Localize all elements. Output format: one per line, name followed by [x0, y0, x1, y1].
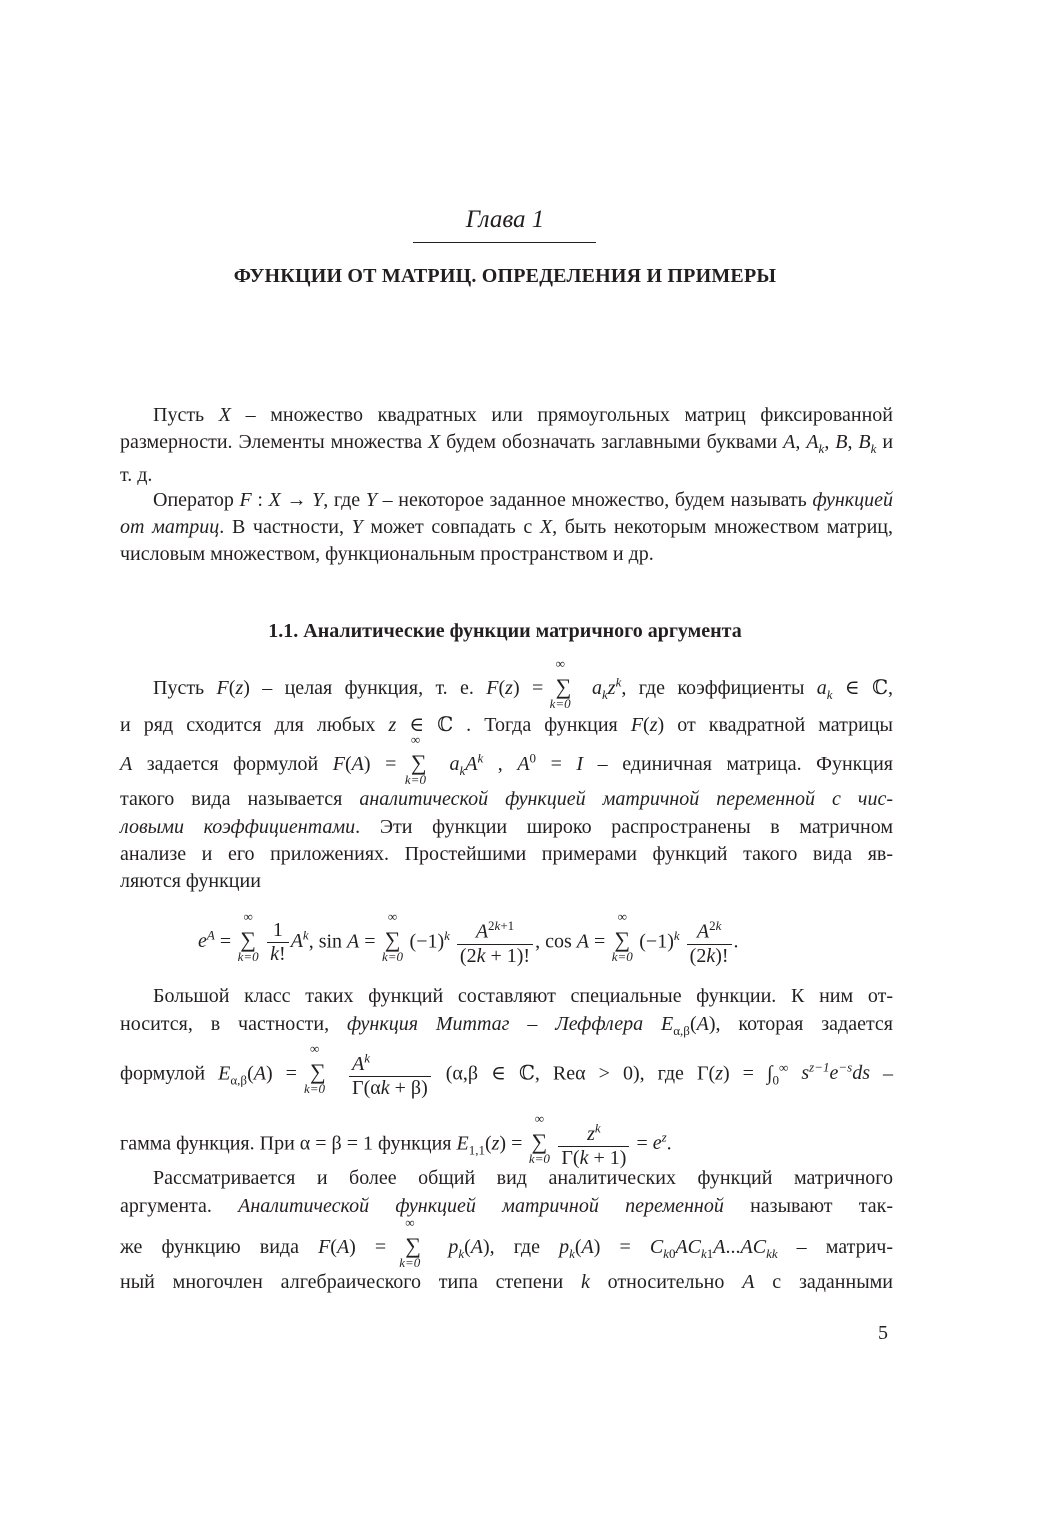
- text-line: и ряд сходится для любых z ∈ ℂ . Тогда функция F(z) от квадратной матрицы: [120, 714, 893, 736]
- text-line: A задается формулой F(A) = ∑ ∞ k=0 $a_kA^k$ , $A^0 = I$ – единичная матрица. Функция: [120, 732, 893, 787]
- text-line: Рассматривается и более общий вид аналитических функций матричного: [153, 1167, 893, 1189]
- formula-examples: $e^A$ = ∑ ∞ k=0 $\frac{1}{k!}$ $A^k$, sin A = ∑ ∞ k=0 $(-1)^k$ $\frac{A^{2k+1}}{(2k + 1)!}$ , cos A = ∑ ∞ k=0 $(-1)^k$ $\frac{A^{2k}}{(2k)!}$ .: [198, 909, 739, 967]
- chapter-rule: [413, 242, 596, 243]
- text-line: Пусть F(z) – целая функция, т. е. F(z) = ∑ ∞ k=0 $a_kz^k$, где коэффициенты $a_k$ ∈ ℂ,: [153, 656, 893, 711]
- paragraph-operator: Оператор F : X → Y, где Y – некоторое заданное множество, будем называть функцией от матриц. В частности, Y может совпадать с X, быть некоторым множеством матриц, числовым множеством, функциональным пространством и др.: [120, 489, 894, 565]
- page-number: 5: [878, 1322, 888, 1344]
- paragraph-intro: Пусть X – множество квадратных или прямоугольных матриц фиксированной размерности. Элементы множества X будем обозначать заглавными буквами A, $A_k$, B, $B_k$ и т. д.: [120, 404, 894, 486]
- text-line: ляются функции: [120, 870, 261, 892]
- text-line: Большой класс таких функций составляют специальные функции. К ним от-: [153, 985, 893, 1007]
- text-line: же функцию вида F(A) = ∑ ∞ k=0 $p_k(A)$, где $p_k(A) = C_{k0}AC_{k1}A...AC_{kk}$ – матрич-: [120, 1215, 894, 1270]
- text-line: анализе и его приложениях. Простейшими примерами функций такого вида яв-: [120, 843, 893, 865]
- text-line: аргумента. Аналитической функцией матричной переменной называют так-: [120, 1195, 893, 1217]
- text-line: носится, в частности, функция Миттаг – Леффлера $E_{\alpha,\beta}(A)$, которая задается: [120, 1013, 894, 1038]
- text-line: ловыми коэффициентами. Эти функции широко распространены в матричном: [120, 816, 893, 838]
- section-title: 1.1. Аналитические функции матричного аргумента: [268, 620, 742, 642]
- chapter-label: Глава 1: [465, 206, 545, 233]
- chapter-title: ФУНКЦИИ ОТ МАТРИЦ. ОПРЕДЕЛЕНИЯ И ПРИМЕРЫ: [233, 265, 777, 287]
- text-line: формулой $E_{\alpha,\beta}(A)$ = ∑ ∞ k=0 $\frac{A^k}{\Gamma(\alpha k + \beta)}$ (α,β ∈ ℂ, Reα > 0), где $\Gamma(z) = \int_0^\infty$ $s^{z-1}e^{-s}ds$ –: [120, 1041, 894, 1099]
- text-line: такого вида называется аналитической функцией матричной переменной с чис-: [120, 788, 893, 810]
- text-line: гамма функция. При α = β = 1 функция $E_{1,1}(z)$ = ∑ ∞ k=0 $\frac{z^k}{\Gamma(k + 1)}$ = $e^z$.: [120, 1111, 672, 1169]
- text-line: ный многочлен алгебраического типа степени k относительно A с заданными: [120, 1271, 893, 1293]
